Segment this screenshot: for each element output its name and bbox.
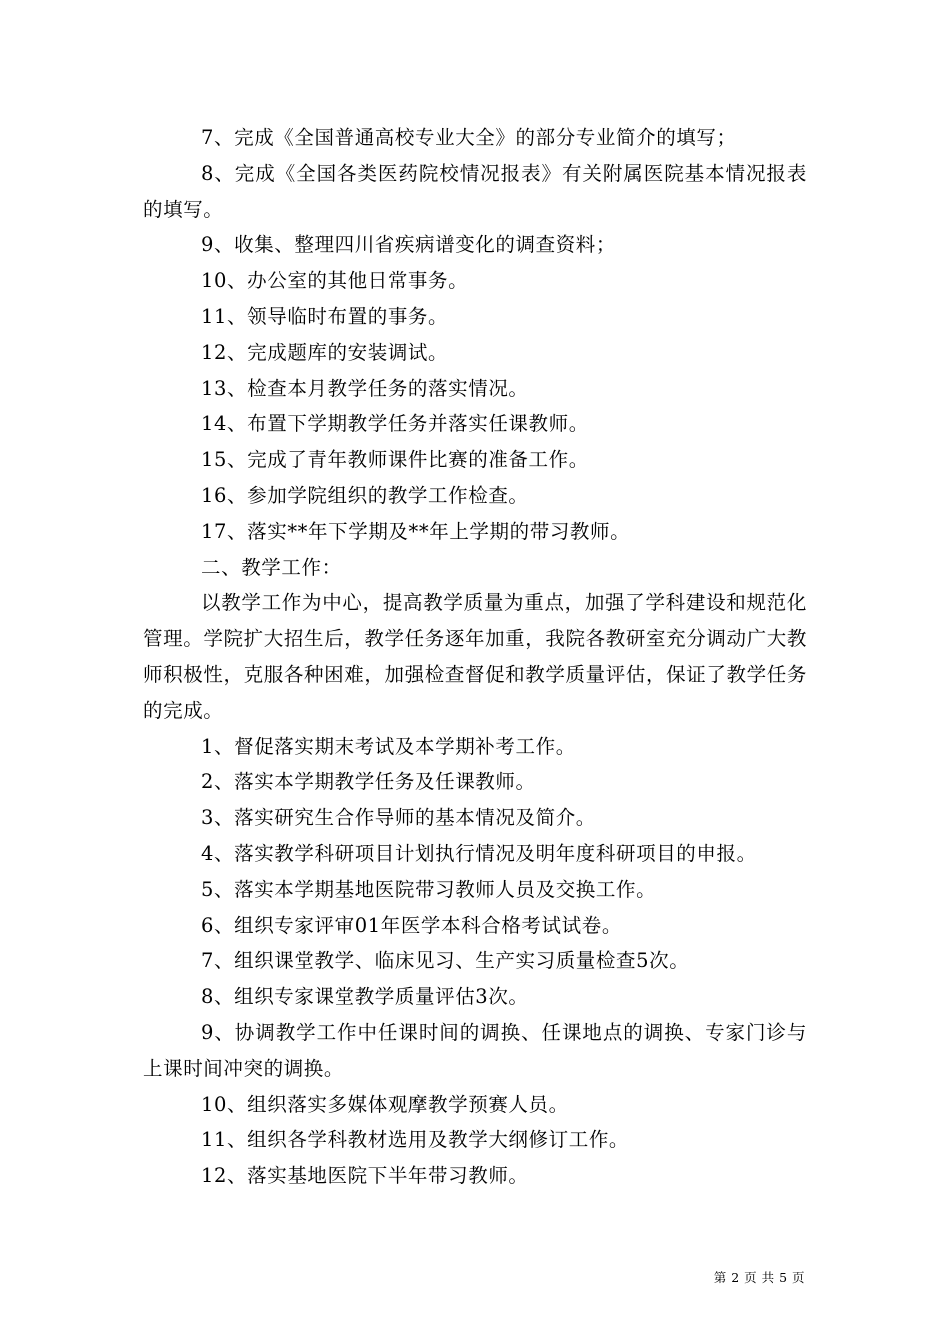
page-number-footer: 第 2 页 共 5 页 (713, 1270, 805, 1285)
teaching-item-2: 2、落实本学期教学任务及任课教师。 (201, 770, 536, 794)
teaching-item-5: 5、落实本学期基地医院带习教师人员及交换工作。 (201, 877, 657, 901)
teaching-item-11: 11、组织各学科教材选用及教学大纲修订工作。 (201, 1128, 630, 1152)
paragraph-item-11: 11、领导临时布置的事务。 (201, 304, 449, 328)
paragraph-item-10: 10、办公室的其他日常事务。 (201, 269, 469, 293)
teaching-item-6: 6、组织专家评审01年医学本科合格考试试卷。 (201, 913, 622, 937)
paragraph-item-15: 15、完成了青年教师课件比赛的准备工作。 (201, 448, 589, 472)
teaching-item-3: 3、落实研究生合作导师的基本情况及简介。 (201, 806, 596, 830)
paragraph-item-14: 14、布置下学期教学任务并落实任课教师。 (201, 412, 589, 436)
paragraph-item-12: 12、完成题库的安装调试。 (201, 340, 449, 364)
teaching-item-9: 9、协调教学工作中任课时间的调换、任课地点的调换、专家门诊与上课时间冲突的调换。 (143, 1020, 807, 1080)
teaching-item-4: 4、落实教学科研项目计划执行情况及明年度科研项目的申报。 (201, 841, 757, 865)
paragraph-item-17: 17、落实**年下学期及**年上学期的带习教师。 (201, 519, 631, 543)
section-intro-paragraph: 以教学工作为中心，提高教学质量为重点，加强了学科建设和规范化管理。学院扩大招生后，教学任务逐年加重，我院各教研室充分调动广大教师积极性，克服各种困难，加强检查督促和教学质量评估，保证了教学任务的完成。 (143, 591, 807, 722)
paragraph-item-13: 13、检查本月教学任务的落实情况。 (201, 376, 529, 400)
teaching-item-7: 7、组织课堂教学、临床见习、生产实习质量检查5次。 (201, 949, 690, 973)
teaching-item-1: 1、督促落实期末考试及本学期补考工作。 (201, 734, 576, 758)
paragraph-item-7: 7、完成《全国普通高校专业大全》的部分专业简介的填写； (201, 126, 737, 149)
teaching-item-8: 8、组织专家课堂教学质量评估3次。 (201, 985, 529, 1009)
paragraph-item-8: 8、完成《全国各类医药院校情况报表》有关附属医院基本情况报表的填写。 (143, 161, 807, 221)
teaching-item-12: 12、落实基地医院下半年带习教师。 (201, 1164, 529, 1188)
paragraph-item-16: 16、参加学院组织的教学工作检查。 (201, 483, 529, 507)
paragraph-item-9: 9、收集、整理四川省疾病谱变化的调查资料； (201, 233, 617, 257)
teaching-item-10: 10、组织落实多媒体观摩教学预赛人员。 (201, 1092, 569, 1116)
document-body (143, 120, 807, 1194)
section-heading-teaching: 二、教学工作： (201, 555, 342, 579)
